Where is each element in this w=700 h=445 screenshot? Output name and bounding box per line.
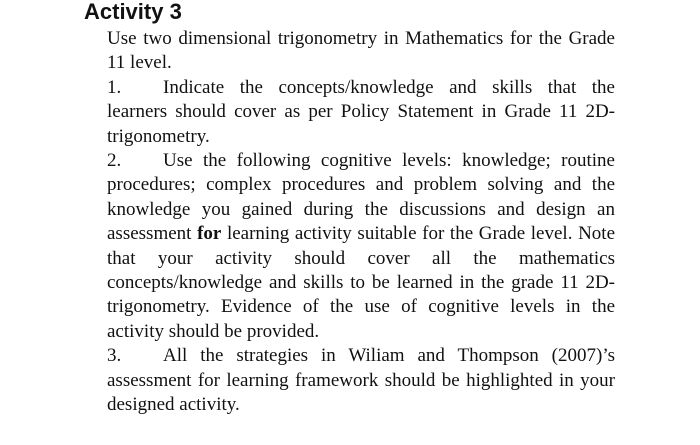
list-item-3-text: All the strategies in Wiliam and Thompson (2007)’s assessment for learning framework should be highlighted in your designed activity. [107,345,615,416]
activity-heading: Activity 3 [84,0,182,24]
list-item-1-number: 1. [107,76,122,98]
list-item-2-bold-word: for [197,223,222,245]
list-item-3-number: 3. [107,345,122,367]
list-item-2-text-before: Use the following cognitive levels: knowledge; routine procedures; complex procedures and problem solving and the knowledge you gained during the discussions and design an assessment [107,150,615,245]
intro-paragraph: Use two dimensional trigonometry in Mathematics for the Grade 11 level. [107,28,615,74]
list-item-3 [107,344,615,417]
activity-body [107,27,615,418]
list-item-1-text: Indicate the concepts/knowledge and skills that the learners should cover as per Policy Statement in Grade 11 2D-trigonometry. [107,76,615,147]
list-item-2-number: 2. [107,150,122,172]
list-item-2-text-after: learning activity suitable for the Grade level. Note that your activity should cover all the mathematics concepts/knowledge and skills to be learned in the grade 11 2D-trigonometry. Evidence of the use of cognitive levels in the activity should be provided. [107,223,616,342]
list-item-2 [107,149,615,344]
list-item-1 [107,76,615,149]
